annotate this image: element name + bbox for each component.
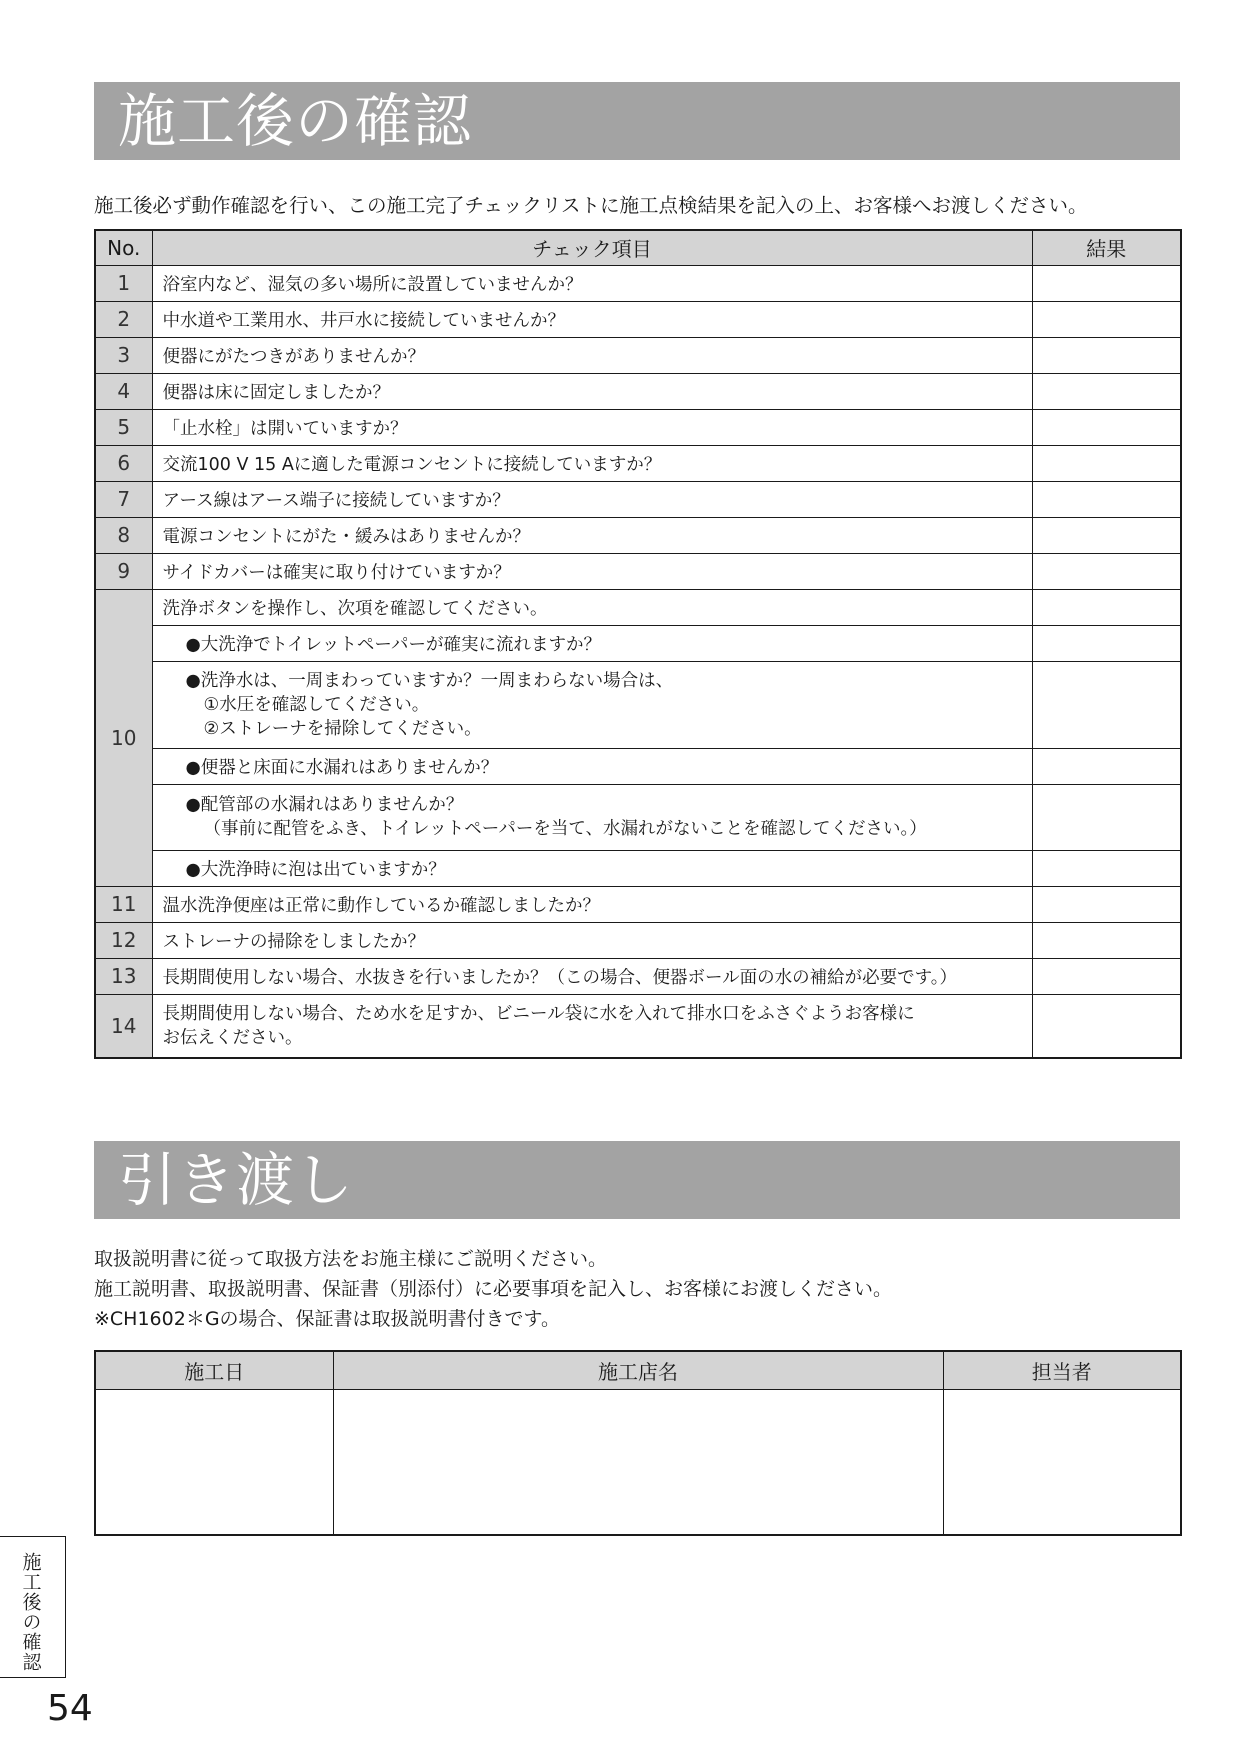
check-item: 電源コンセントにがた・緩みはありませんか？ [152,517,1032,553]
check-item: 中水道や工業用水、井戸水に接続していませんか？ [152,301,1032,337]
result-cell[interactable] [1032,748,1181,784]
result-cell[interactable] [1032,850,1181,886]
check-item: 洗浄ボタンを操作し、次項を確認してください。 [152,589,1032,625]
subitem-line: （事前に配管をふき、トイレットペーパーを当て、水漏れがないことを確認してください。） [203,819,927,839]
table-row [95,517,1181,553]
subitem-line: ②ストレーナを掃除してください。 [203,718,482,739]
item-line: 長期間使用しない場合、ため水を足すか、ビニール袋に水を入れて排水口をふさぐようお客様に [162,1003,915,1024]
side-tab-label: 施工後の確認 [19,1551,42,1672]
row-number: 5 [95,409,152,445]
result-cell[interactable] [1032,301,1181,337]
table-row-10-sub [95,748,1181,784]
table-row [95,445,1181,481]
item-line: お伝えください。 [162,1027,303,1048]
checklist-header-row [95,230,1181,265]
row-number: 2 [95,301,152,337]
subitem-line: ①水圧を確認してください。 [203,694,430,715]
handover-note: ※CH1602＊Gの場合、保証書は取扱説明書付きです。 [94,1308,561,1330]
table-row [95,553,1181,589]
check-subitem [152,784,1032,850]
check-item: サイドカバーは確実に取り付けていますか？ [152,553,1032,589]
check-item: アース線はアース端子に接続していますか？ [152,481,1032,517]
check-item: 便器は床に固定しましたか？ [152,373,1032,409]
result-cell[interactable] [1032,445,1181,481]
row-number: 11 [95,886,152,922]
check-item: 「止水栓」は開いていますか？ [152,409,1032,445]
subitem-line: ●洗浄水は、一周まわっていますか？一周まわらない場合は、 [185,670,674,691]
check-item: ストレーナの掃除をしましたか？ [152,922,1032,958]
checklist-table [94,229,1182,1059]
intro-text: 施工後必ず動作確認を行い、この施工完了チェックリストに施工点検結果を記入の上、お客様へお渡しください。 [94,194,1088,217]
header-check-item: チェック項目 [152,230,1032,265]
check-subitem: ●大洗浄でトイレットペーパーが確実に流れますか？ [152,625,1032,661]
handover-text: 取扱説明書に従って取扱方法をお施主様にご説明ください。 [94,1248,608,1270]
result-cell[interactable] [1032,553,1181,589]
table-row [95,301,1181,337]
check-item [152,994,1032,1058]
section-title-confirmation: 施工後の確認 [94,82,1180,160]
table-row [95,481,1181,517]
check-subitem: ●便器と床面に水漏れはありませんか？ [152,748,1032,784]
result-cell[interactable] [1032,886,1181,922]
result-cell[interactable] [1032,481,1181,517]
row-number: 9 [95,553,152,589]
table-row-10-sub [95,850,1181,886]
result-cell[interactable] [1032,922,1181,958]
check-subitem: ●大洗浄時に泡は出ていますか？ [152,850,1032,886]
row-number: 7 [95,481,152,517]
result-cell[interactable] [1032,958,1181,994]
check-subitem [152,661,1032,748]
install-date-field[interactable] [95,1390,333,1536]
header-install-date: 施工日 [95,1351,333,1390]
table-row [95,922,1181,958]
handover-input-row [95,1390,1181,1536]
result-cell[interactable] [1032,994,1181,1058]
row-number: 4 [95,373,152,409]
header-no: No. [95,230,152,265]
row-number: 8 [95,517,152,553]
row-number: 1 [95,265,152,301]
result-cell[interactable] [1032,337,1181,373]
header-person: 担当者 [943,1351,1181,1390]
table-row-10-sub [95,784,1181,850]
subitem-line: ●配管部の水漏れはありませんか？ [185,795,464,815]
row-number: 10 [95,589,152,886]
check-item: 便器にがたつきがありませんか？ [152,337,1032,373]
table-row [95,337,1181,373]
page-number: 54 [47,1688,93,1729]
row-number: 3 [95,337,152,373]
result-cell[interactable] [1032,661,1181,748]
result-cell[interactable] [1032,784,1181,850]
person-field[interactable] [943,1390,1181,1536]
row-number: 6 [95,445,152,481]
result-cell[interactable] [1032,409,1181,445]
header-result: 結果 [1032,230,1181,265]
result-cell[interactable] [1032,625,1181,661]
table-row-10-intro [95,589,1181,625]
table-row [95,265,1181,301]
shop-name-field[interactable] [333,1390,943,1536]
check-item: 長期間使用しない場合、水抜きを行いましたか？（この場合、便器ボール面の水の補給が必要です。） [152,958,1032,994]
handover-text: 施工説明書、取扱説明書、保証書（別添付）に必要事項を記入し、お客様にお渡しください。 [94,1278,893,1300]
check-item: 交流100 V 15 Aに適した電源コンセントに接続していますか？ [152,445,1032,481]
table-row [95,994,1181,1058]
table-row [95,409,1181,445]
result-cell[interactable] [1032,373,1181,409]
table-row-10-sub [95,661,1181,748]
section-title-handover: 引き渡し [94,1141,1180,1219]
row-number: 12 [95,922,152,958]
handover-header-row [95,1351,1181,1390]
check-item: 浴室内など、湿気の多い場所に設置していませんか？ [152,265,1032,301]
result-cell[interactable] [1032,517,1181,553]
result-cell[interactable] [1032,589,1181,625]
header-shop-name: 施工店名 [333,1351,943,1390]
table-row [95,373,1181,409]
row-number: 14 [95,994,152,1058]
handover-table [94,1350,1182,1536]
table-row [95,886,1181,922]
table-row-10-sub [95,625,1181,661]
table-row [95,958,1181,994]
result-cell[interactable] [1032,265,1181,301]
side-index-tab [0,1536,66,1678]
check-item: 温水洗浄便座は正常に動作しているか確認しましたか？ [152,886,1032,922]
row-number: 13 [95,958,152,994]
